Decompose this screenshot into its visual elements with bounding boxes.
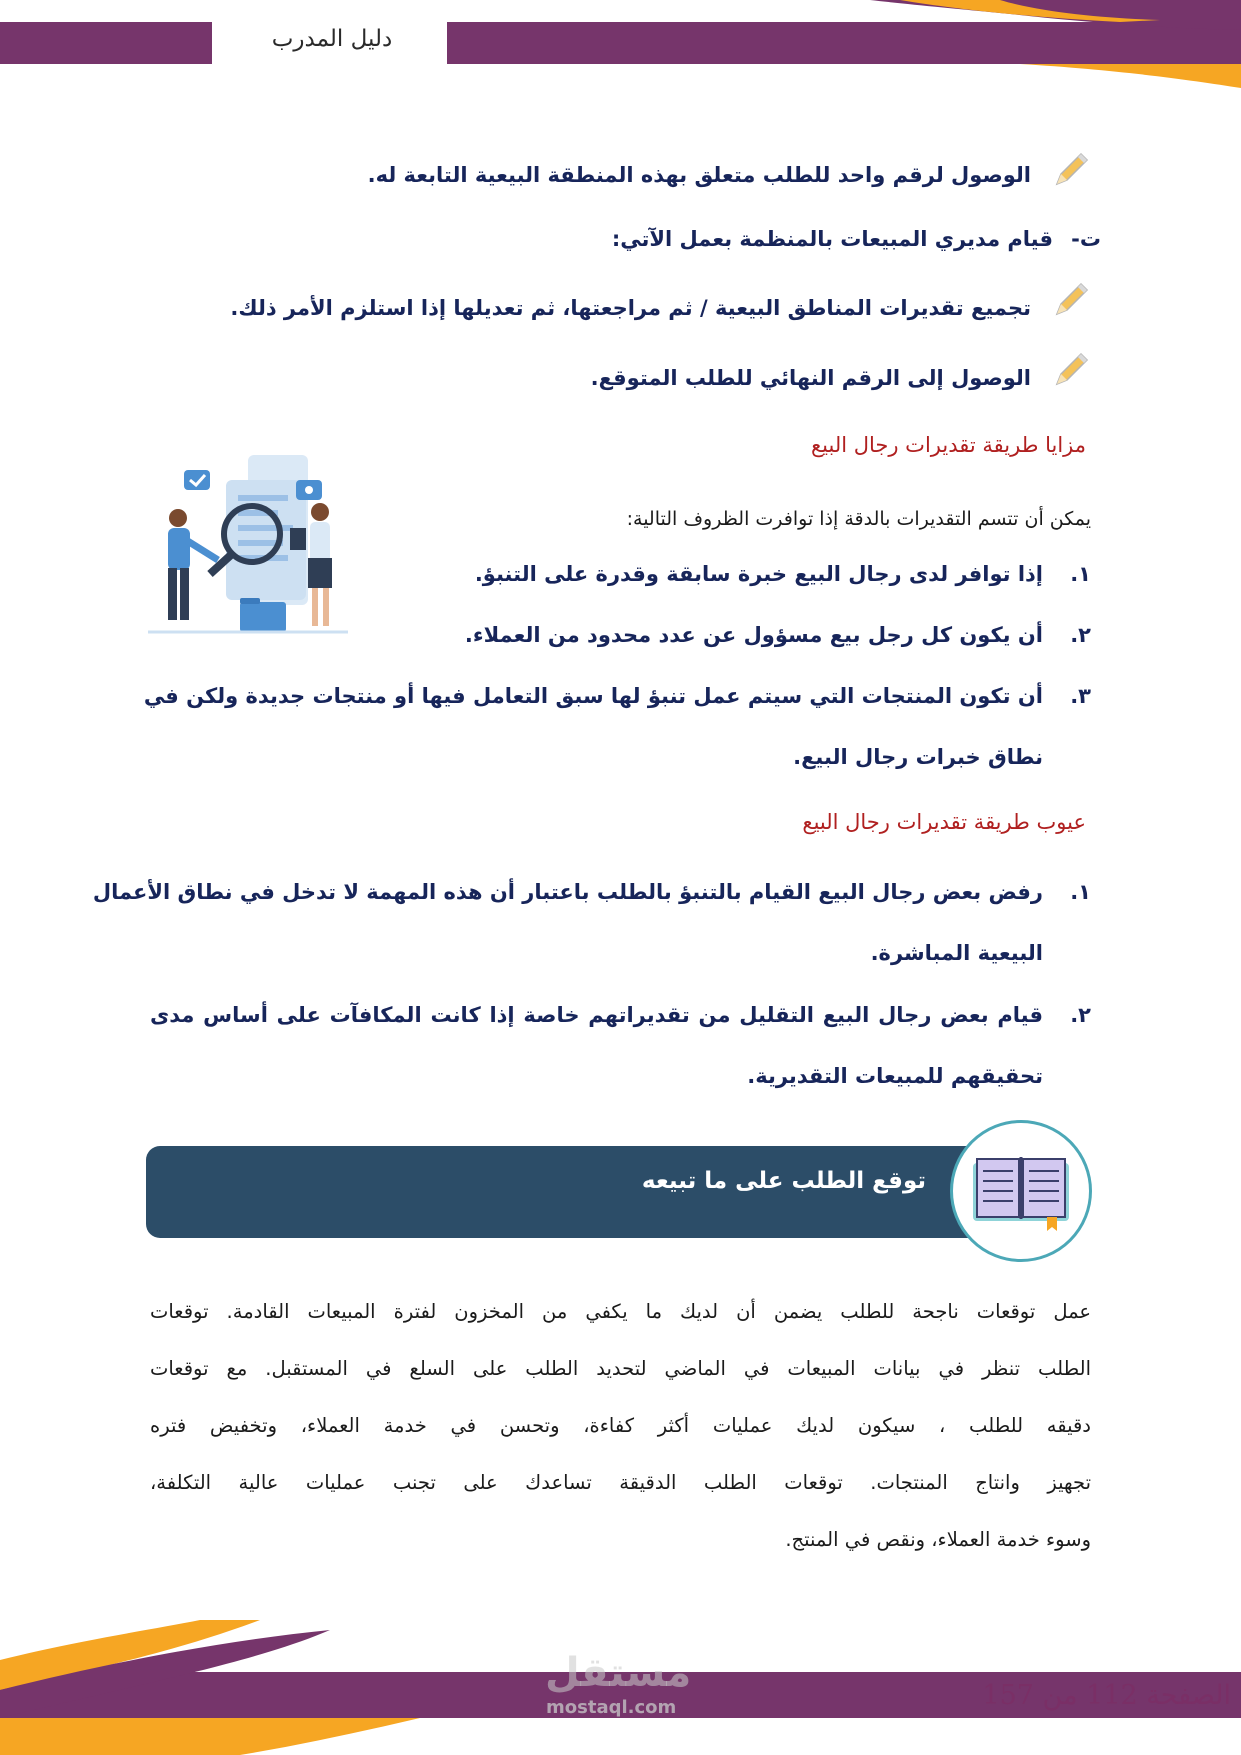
header-title: دليل المدرب [271, 26, 393, 52]
pencil-icon [1051, 350, 1091, 390]
bullet-line: تجميع تقديرات المناطق البيعية / ثم مراجعتها، ثم تعديلها إذا استلزم الأمر ذلك. [230, 296, 1031, 320]
list-item: أن يكون كل رجل بيع مسؤول عن عدد محدود من العملاء. [464, 623, 1043, 647]
bullet-line: الوصول لرقم واحد للطلب متعلق بهذه المنطقة البيعية التابعة له. [367, 163, 1031, 187]
advantages-intro: يمكن أن تتسم التقديرات بالدقة إذا توافرت الظروف التالية: [626, 508, 1091, 530]
list-number: ١. [1070, 562, 1091, 586]
banner-title: توقع الطلب على ما تبيعه [641, 1168, 926, 1194]
advantages-heading: مزايا طريقة تقديرات رجال البيع [810, 433, 1086, 457]
list-item-continuation: البيعية المباشرة. [870, 941, 1043, 965]
list-item-continuation: نطاق خبرات رجال البيع. [793, 745, 1043, 769]
list-number: ١. [1070, 880, 1091, 904]
watermark-logo: مستقل [545, 1650, 692, 1696]
paragraph-line: دقيقه للطلب ، سيكون لديك عمليات أكثر كفاءة، وتحسن في خدمة العملاء، وتخفيض فتره [150, 1414, 1091, 1437]
pencil-icon [1051, 150, 1091, 190]
paragraph-line: عمل توقعات ناجحة للطلب يضمن أن لديك ما يكفي من المخزون لفترة المبيعات القادمة. توقعات [150, 1300, 1091, 1323]
paragraph-line: وسوء خدمة العملاء، ونقص في المنتج. [785, 1528, 1091, 1551]
watermark-url: mostaql.com [546, 1697, 677, 1718]
disadvantages-heading: عيوب طريقة تقديرات رجال البيع [802, 810, 1086, 834]
list-number: ٣. [1070, 684, 1091, 708]
list-item-continuation: تحقيقهم للمبيعات التقديرية. [747, 1064, 1043, 1088]
list-number: ٢. [1070, 623, 1091, 647]
paragraph-line: تجهيز وانتاج المنتجات. توقعات الطلب الدقيقة تساعدك على تجنب عمليات عالية التكلفة، [150, 1471, 1091, 1494]
list-item: إذا توافر لدى رجال البيع خبرة سابقة وقدرة على التنبؤ. [474, 562, 1043, 586]
list-item: أن تكون المنتجات التي سيتم عمل تنبؤ لها سبق التعامل فيها أو منتجات جديدة ولكن في [143, 684, 1043, 708]
list-item: رفض بعض رجال البيع القيام بالتنبؤ بالطلب باعتبار أن هذه المهمة لا تدخل في نطاق الأعمال [92, 880, 1043, 904]
list-number: ٢. [1070, 1003, 1091, 1027]
pencil-icon [1051, 280, 1091, 320]
point-ta-text: قيام مديري المبيعات بالمنظمة بعمل الآتي: [611, 227, 1053, 251]
book-badge [950, 1120, 1092, 1262]
header-decoration [0, 0, 1241, 95]
open-book-icon [953, 1123, 1089, 1259]
analysis-illustration [148, 450, 358, 640]
page-number: الصفحة 112 من 157 [982, 1680, 1231, 1711]
section-banner [146, 1146, 1046, 1238]
point-ta-letter: ت- [1071, 227, 1101, 251]
bullet-line: الوصول إلى الرقم النهائي للطلب المتوقع. [590, 366, 1031, 390]
list-item: قيام بعض رجال البيع التقليل من تقديراتهم خاصة إذا كانت المكافآت على أساس مدى [150, 1003, 1043, 1027]
paragraph-line: الطلب تنظر في بيانات المبيعات في الماضي لتحديد الطلب على السلع في المستقبل. مع توقعات [150, 1357, 1091, 1380]
